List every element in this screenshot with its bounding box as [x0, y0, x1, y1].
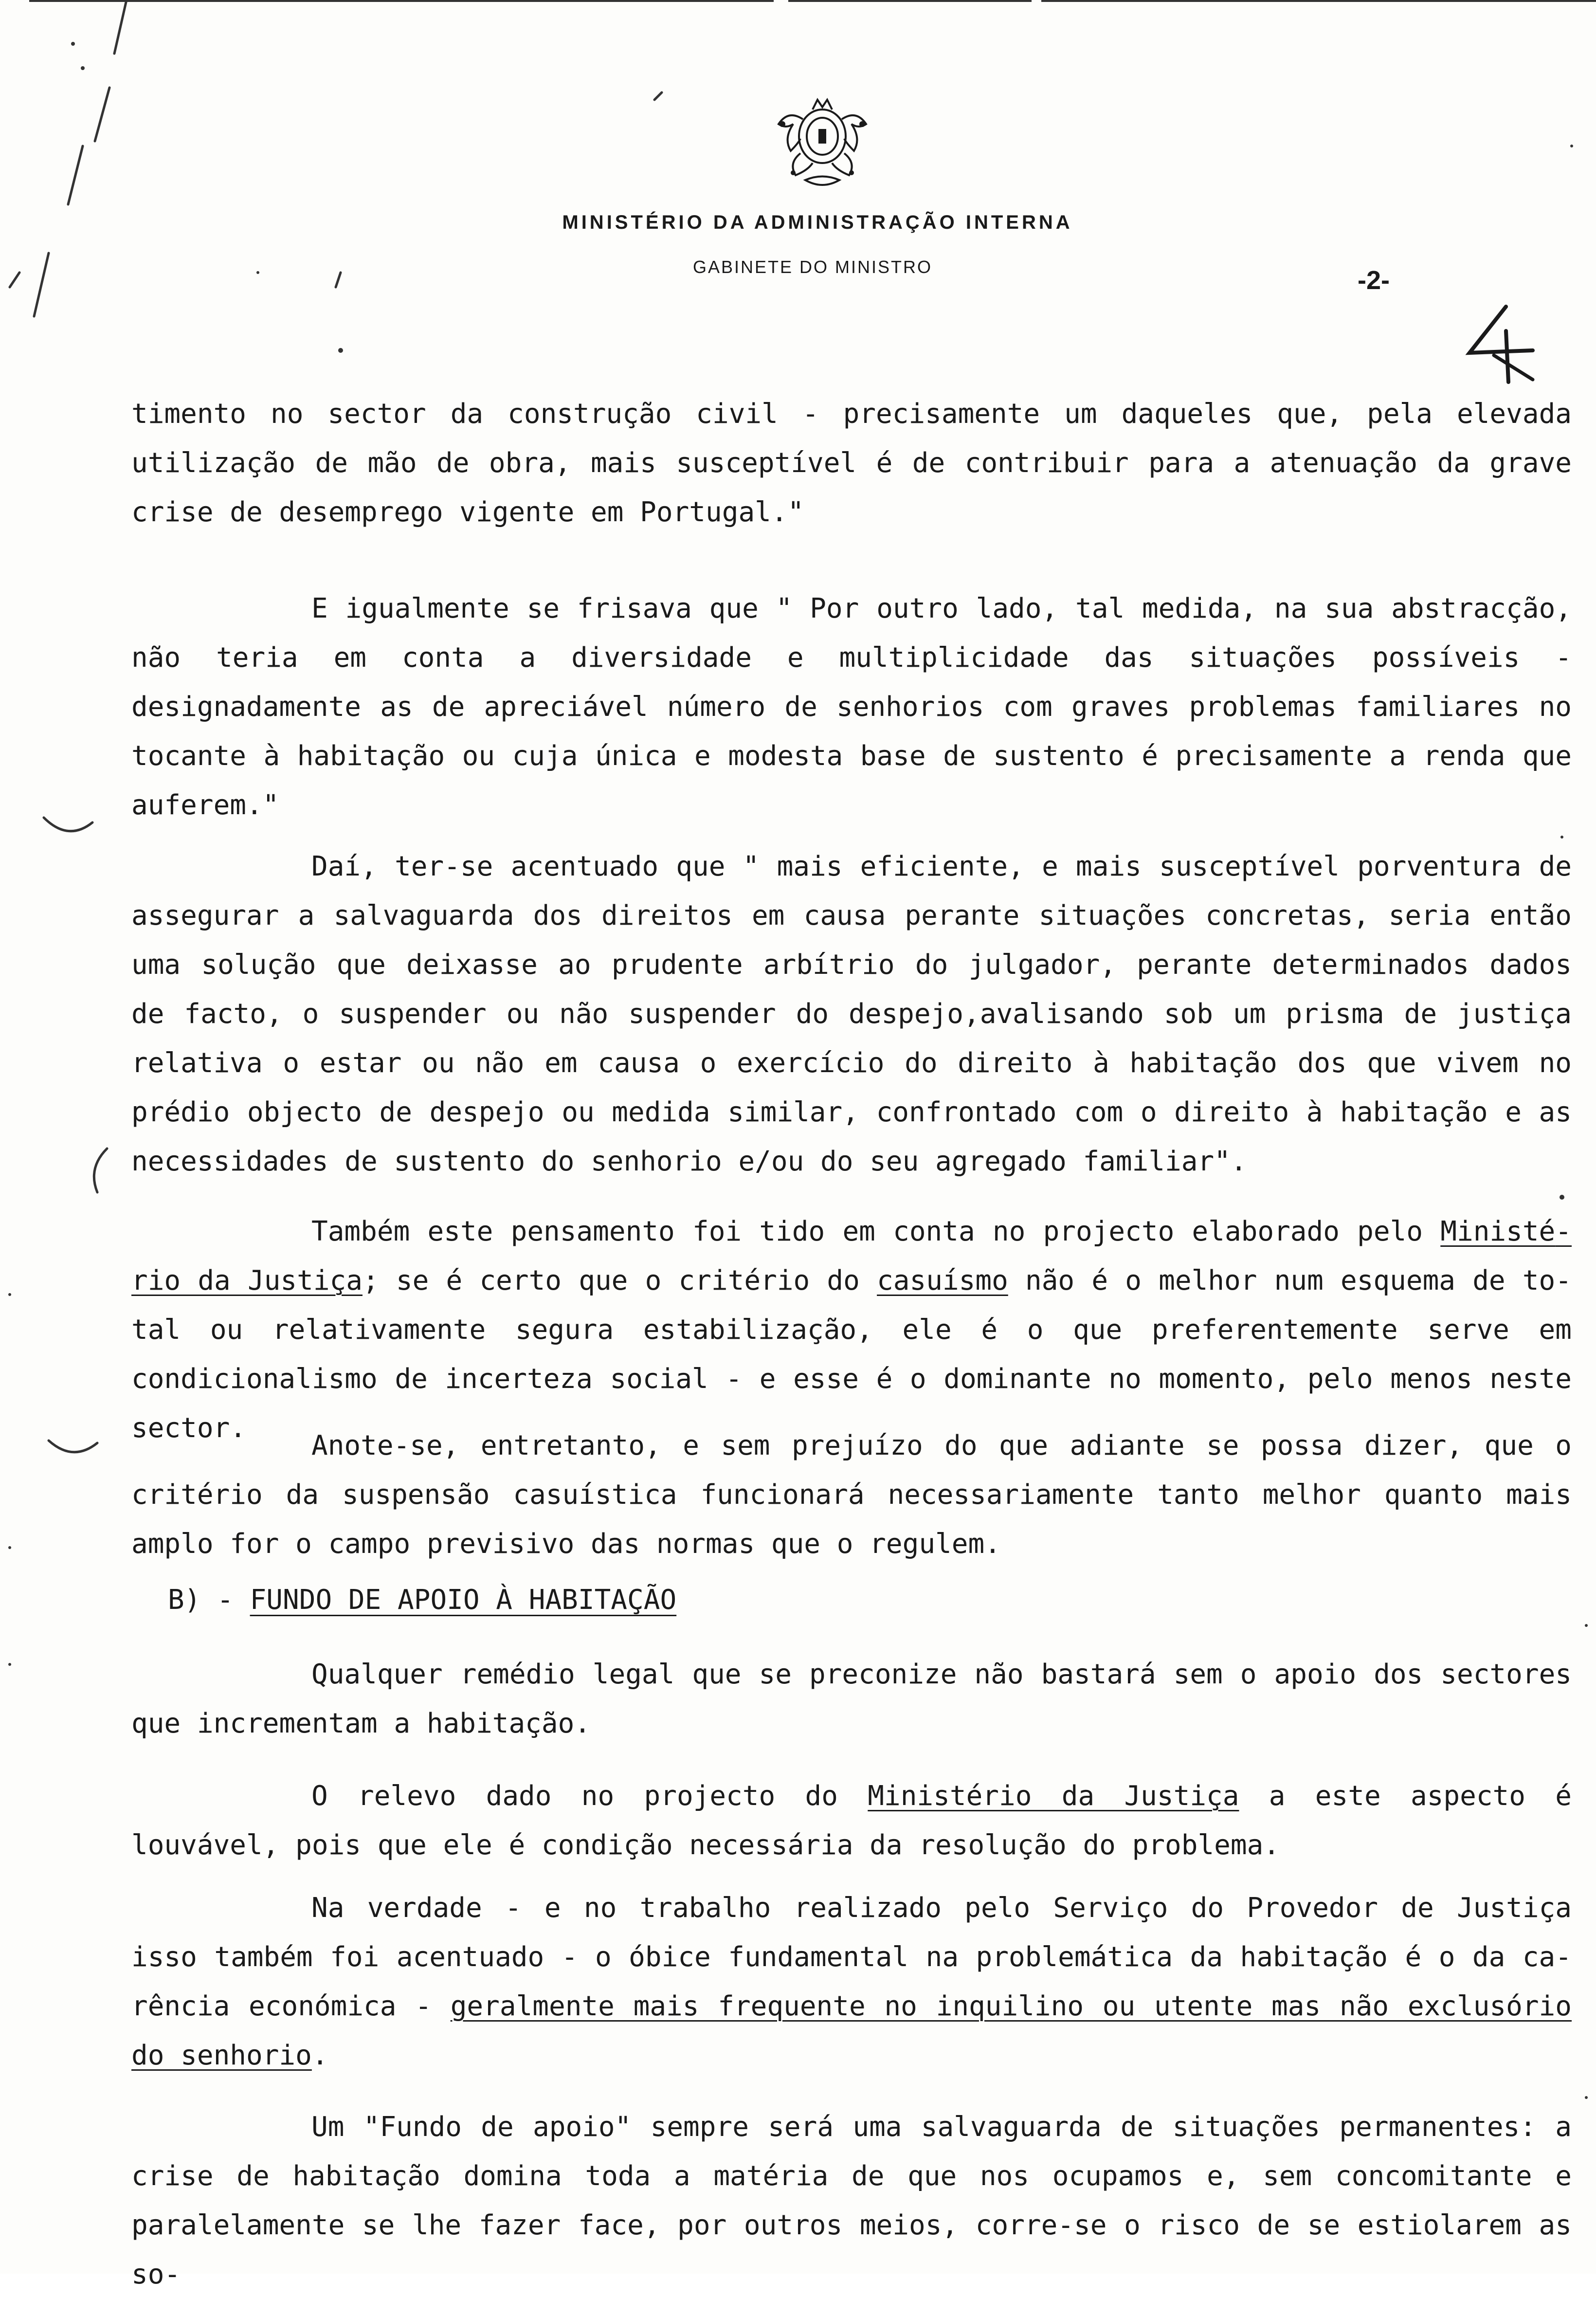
paragraph: [131, 2102, 1572, 2299]
paragraph: [131, 1421, 1572, 1569]
paragraph-text: a este aspecto é louvável, pois que ele é condição necessária da resolução do problema.: [131, 1780, 1572, 1861]
paragraph-text: Também este pensamento foi tido em conta no projecto elaborado pelo: [311, 1216, 1441, 1247]
paragraph-text: ; se é certo que o critério do: [362, 1265, 877, 1296]
top-rule: [29, 0, 1596, 2]
underlined-text: geralmente mais frequente no inquilino ou utente mas não exclusório do senhorio: [131, 1990, 1572, 2071]
paragraph: [131, 1883, 1572, 2080]
paragraph-text: Anote-se, entretanto, e sem prejuízo do que adiante se possa dizer, que o critério da suspensão casuística funcionará necessariamente tanto melhor quanto mais amplo for o campo previsivo das normas que o regulem.: [131, 1430, 1572, 1560]
paragraph-text: O relevo dado no projecto do: [311, 1780, 868, 1812]
coat-of-arms-emblem: [759, 90, 886, 192]
paragraph: [131, 584, 1572, 830]
ministry-name: MINISTÉRIO DA ADMINISTRAÇÃO INTERNA: [562, 212, 1073, 233]
paragraph: [131, 1650, 1572, 1748]
paragraph-text: Na verdade - e no trabalho realizado pelo Serviço do Provedor de Justiça isso também foi acentuado - o óbice fundamental na problemática da habitação é o da carência económica -: [131, 1892, 1572, 2022]
rule-gap: [1032, 0, 1041, 3]
paragraph: [131, 1771, 1572, 1870]
paragraph-text: timento no sector da construção civil - precisamente um daqueles que, pela elevada utilização de mão de obra, mais susceptível é de contribuir para a atenuação da grave crise de desemprego vigente em Portugal.": [131, 398, 1572, 528]
underlined-text: Ministério da Justiça: [868, 1780, 1239, 1812]
section-heading: [168, 1581, 676, 1620]
section-title: FUNDO DE APOIO À HABITAÇÃO: [250, 1584, 677, 1616]
paragraph-text: Daí, ter-se acentuado que " mais eficiente, e mais susceptível porventura de assegurar a salvaguarda dos direitos em causa perante situações concretas, seria então uma solução que deixasse ao prudente arbítrio do julgador, perante determinados dados de facto, o suspender ou não suspender do despejo,avalisando sob um prisma de justiça relativa o estar ou não em causa o exercício do direito à habitação dos que vivem no prédio objecto de despejo ou medida similar, confrontado com o direito à habitação e as necessidades de sustento do senhorio e/ou do seu agregado familiar".: [131, 851, 1572, 1177]
paragraph-text: E igualmente se frisava que " Por outro lado, tal medida, na sua abstracção, não teria em conta a diversidade e multiplicidade das situações possíveis - designadamente as de apreciável número de senhorios com graves problemas familiares no tocante à habitação ou cuja única e modesta base de sustento é precisamente a renda que auferem.": [131, 593, 1572, 821]
underlined-text: Ministério da Justiça: [131, 1216, 1572, 1296]
paragraph-text: Um "Fundo de apoio" sempre será uma salvaguarda de situações permanentes: a crise de habitação domina toda a matéria de que nos ocupamos e, sem concomitante e paralelamente se lhe fazer face, por outros meios, corre-se o risco de se estiolarem as so-: [131, 2111, 1572, 2290]
paragraph: [131, 389, 1572, 537]
underlined-text: casuísmo: [877, 1265, 1008, 1296]
cabinet-name: GABINETE DO MINISTRO: [692, 257, 933, 277]
section-letter: B) -: [168, 1584, 250, 1616]
paragraph: [131, 842, 1572, 1186]
handwritten-page-number: [1460, 302, 1538, 384]
paragraph-text: .: [311, 2040, 328, 2071]
paragraph-text: Qualquer remédio legal que se preconize não bastará sem o apoio dos sectores que incrementam a habitação.: [131, 1659, 1572, 1739]
rule-gap: [774, 0, 788, 3]
paragraph-text: não é o melhor num esquema de total ou relativamente segura estabilização, ele é o que preferentemente serve em condicionalismo de incerteza social - e esse é o dominante no momento, pelo menos neste sector.: [131, 1265, 1572, 1444]
page-number: -2-: [1358, 266, 1390, 295]
paragraph: [131, 1207, 1572, 1453]
